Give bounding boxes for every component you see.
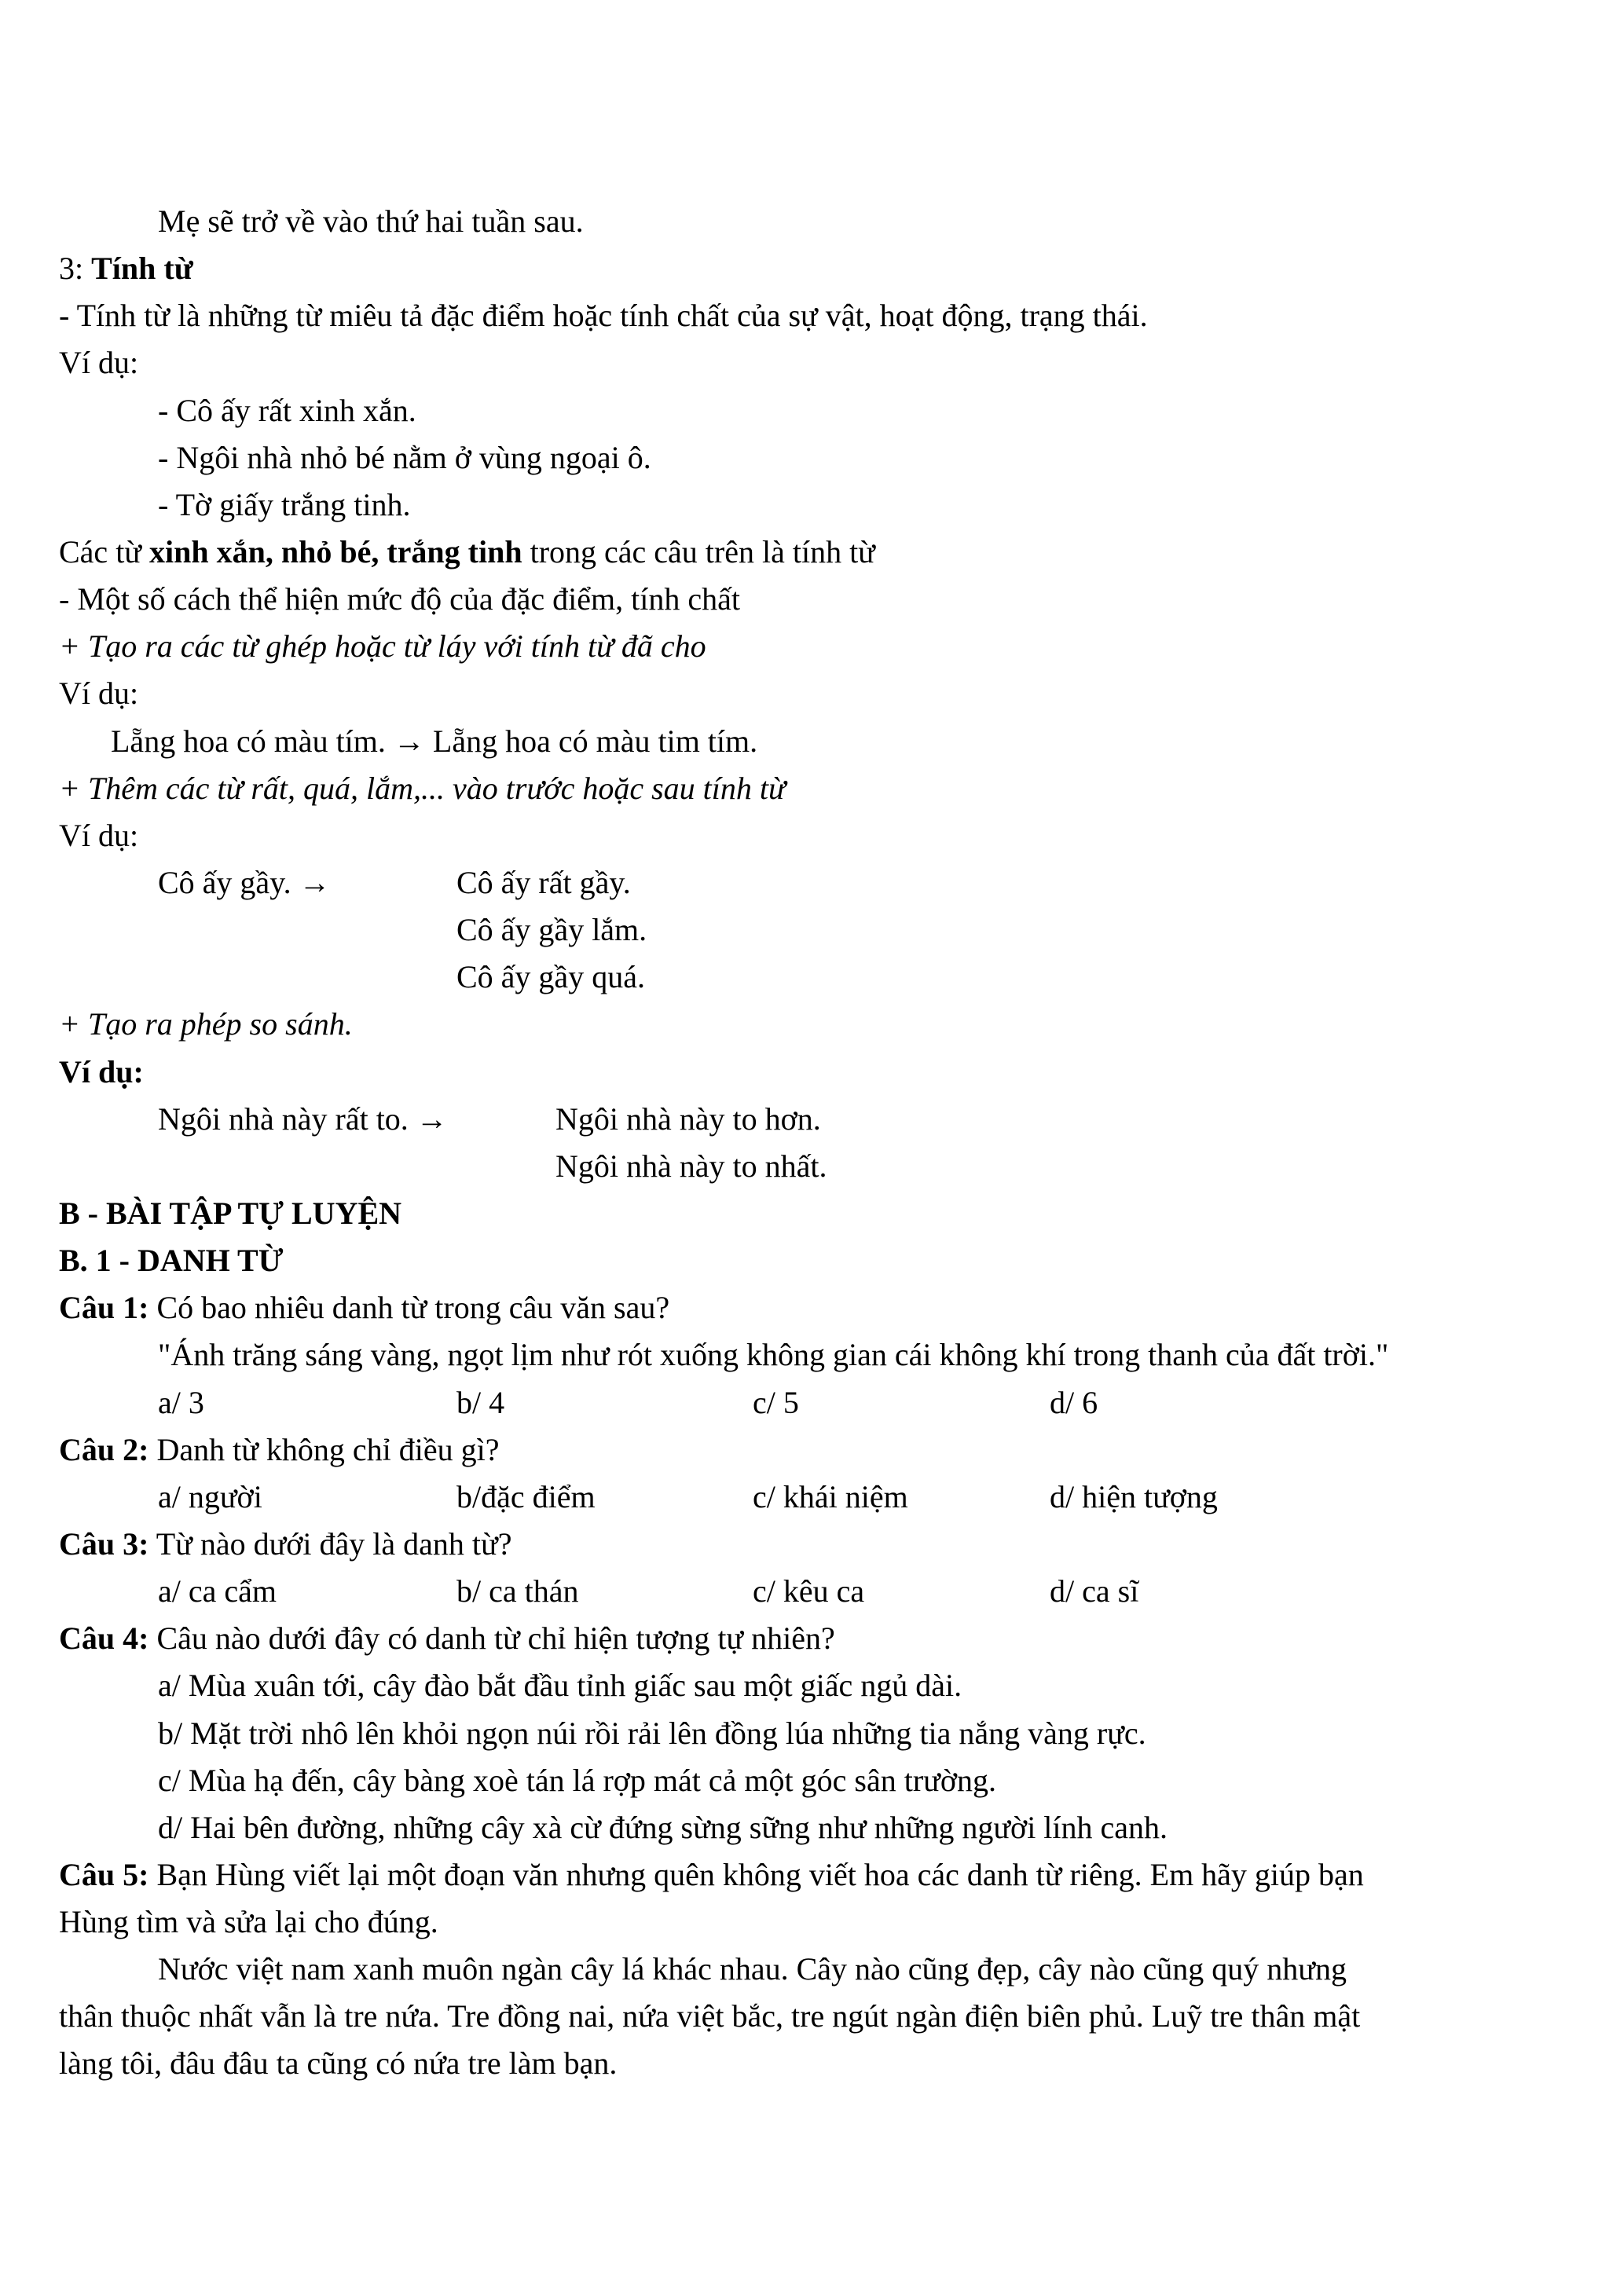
question-1 — [59, 1284, 1577, 1331]
option-a: a/ người — [158, 1478, 262, 1514]
example-label: Ví dụ: — [59, 817, 139, 853]
way-3: + Tạo ra phép so sánh. — [59, 1006, 353, 1042]
option-b: b/ Mặt trời nhô lên khỏi ngọn núi rồi rải lên đồng lúa những tia nắng vàng rực. — [158, 1715, 1146, 1751]
question-2-options — [59, 1474, 1577, 1521]
option-c: c/ khái niệm — [753, 1478, 908, 1514]
question-label: Câu 3: — [59, 1525, 149, 1562]
option-b: b/ 4 — [456, 1384, 505, 1420]
option-a: a/ Mùa xuân tới, cây đào bắt đầu tỉnh giấc sau một giấc ngủ dài. — [158, 1668, 962, 1704]
way-1-example: Lẵng hoa có màu tím. → Lẵng hoa có màu tim tím. — [111, 723, 758, 759]
example: - Ngôi nhà nhỏ bé nằm ở vùng ngoại ô. — [158, 439, 651, 475]
option-b: b/ ca thán — [456, 1573, 579, 1609]
question-text: Câu nào dưới đây có danh từ chỉ hiện tượng tự nhiên? — [148, 1620, 835, 1657]
example-left: Cô ấy gầy. → — [158, 864, 331, 900]
way-2-example — [59, 859, 1577, 906]
way-2-example — [59, 954, 1577, 1001]
question-label: Câu 1: — [59, 1290, 149, 1326]
question-label: Câu 2: — [59, 1431, 149, 1467]
way-3-example — [59, 1096, 1577, 1143]
passage-line: thân thuộc nhất vẫn là tre nứa. Tre đồng nai, nứa việt bắc, tre ngút ngàn điện biên phủ. Luỹ tre thân mật — [59, 1998, 1361, 2034]
example-label: Ví dụ: — [59, 676, 139, 712]
option-c: c/ kêu ca — [753, 1573, 865, 1609]
question-2 — [59, 1426, 1577, 1474]
document-page — [59, 198, 1577, 2088]
question-label: Câu 4: — [59, 1620, 149, 1657]
text: Các từ — [59, 533, 149, 569]
option-a: a/ ca cẩm — [158, 1573, 277, 1609]
part-b-subtitle: B. 1 - DANH TỪ — [59, 1243, 284, 1279]
question-text: Bạn Hùng viết lại một đoạn văn nhưng quên không viết hoa các danh từ riêng. Em hãy giúp bạn — [148, 1856, 1364, 1892]
bold-text: xinh xắn, nhỏ bé, trắng tinh — [148, 533, 522, 569]
conclusion — [59, 529, 1577, 576]
option-d: d/ Hai bên đường, những cây xà cừ đứng sừng sững như những người lính canh. — [158, 1809, 1168, 1845]
way-3-example — [59, 1143, 1577, 1190]
option-c: c/ 5 — [753, 1384, 799, 1420]
question-label: Câu 5: — [59, 1856, 149, 1892]
option-d: d/ ca sĩ — [1050, 1573, 1139, 1609]
question-text: Từ nào dưới đây là danh từ? — [148, 1525, 512, 1562]
question-4 — [59, 1615, 1577, 1662]
option-c: c/ Mùa hạ đến, cây bàng xoè tán lá rợp mát cả một góc sân trường. — [158, 1762, 996, 1798]
example-right: Cô ấy gầy lắm. — [456, 912, 647, 948]
question-5 — [59, 1851, 1577, 1899]
section-title: Tính từ — [91, 251, 193, 287]
way-2: + Thêm các từ rất, quá, lắm,... vào trước hoặc sau tính từ — [59, 770, 786, 806]
question-3 — [59, 1521, 1577, 1568]
question-3-options — [59, 1568, 1577, 1615]
question-text: Danh từ không chỉ điều gì? — [148, 1431, 500, 1467]
passage-line: làng tôi, đâu đâu ta cũng có nứa tre làm bạn. — [59, 2045, 618, 2082]
degree-intro: - Một số cách thể hiện mức độ của đặc điểm, tính chất — [59, 581, 740, 617]
example-right: Cô ấy rất gầy. — [456, 864, 631, 900]
question-1-options — [59, 1379, 1577, 1426]
part-b-title: B - BÀI TẬP TỰ LUYỆN — [59, 1195, 402, 1231]
way-1: + Tạo ra các từ ghép hoặc từ láy với tính từ đã cho — [59, 628, 706, 665]
example-right: Ngôi nhà này to nhất. — [555, 1148, 827, 1184]
example: - Cô ấy rất xinh xắn. — [158, 392, 416, 428]
example-right: Cô ấy gầy quá. — [456, 959, 645, 995]
question-5-text: Hùng tìm và sửa lại cho đúng. — [59, 1904, 438, 1940]
text-line: Mẹ sẽ trở về vào thứ hai tuần sau. — [158, 203, 584, 239]
option-b: b/đặc điểm — [456, 1478, 596, 1514]
example: - Tờ giấy trắng tinh. — [158, 486, 411, 522]
section-heading — [59, 245, 1577, 292]
way-2-example — [59, 906, 1577, 954]
passage-line: Nước việt nam xanh muôn ngàn cây lá khác nhau. Cây nào cũng đẹp, cây nào cũng quý nhưng — [158, 1951, 1347, 1987]
option-d: d/ 6 — [1050, 1384, 1098, 1420]
example-label: Ví dụ: — [59, 345, 139, 381]
option-a: a/ 3 — [158, 1384, 204, 1420]
example-right: Ngôi nhà này to hơn. — [555, 1100, 821, 1137]
definition: - Tính từ là những từ miêu tả đặc điểm hoặc tính chất của sự vật, hoạt động, trạng thái. — [59, 298, 1148, 334]
text: trong các câu trên là tính từ — [522, 533, 875, 569]
question-text: Có bao nhiêu danh từ trong câu văn sau? — [148, 1290, 670, 1326]
example-left: Ngôi nhà này rất to. → — [158, 1100, 448, 1137]
section-number: 3: — [59, 251, 92, 287]
option-d: d/ hiện tượng — [1050, 1478, 1218, 1514]
question-1-quote: "Ánh trăng sáng vàng, ngọt lịm như rót xuống không gian cái không khí trong thanh của đất trời." — [158, 1337, 1389, 1373]
example-label: Ví dụ: — [59, 1053, 144, 1089]
